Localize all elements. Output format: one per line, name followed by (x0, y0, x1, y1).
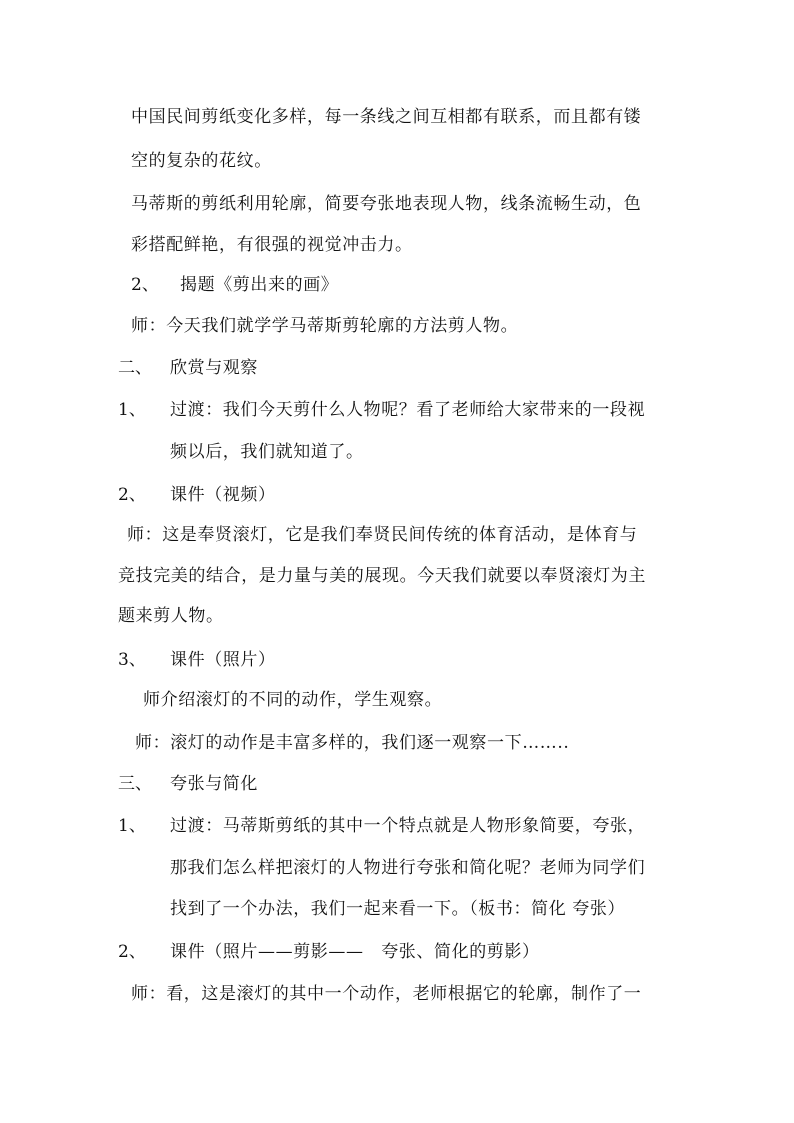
paragraph-line: 师：看，这是滚灯的其中一个动作，老师根据它的轮廓，制作了一 (131, 984, 642, 1004)
list-item-text: 揭题《剪出来的画》 (180, 275, 339, 295)
section-number: 二、 (118, 358, 152, 378)
paragraph-line: 师：滚灯的动作是丰富多样的，我们逐一观察一下…….. (135, 733, 570, 753)
paragraph-line: 彩搭配鲜艳，有很强的视觉冲击力。 (131, 235, 413, 255)
paragraph-line: 师介绍滚灯的不同的动作，学生观察。 (143, 690, 443, 710)
paragraph-line: 空的复杂的花纹。 (131, 151, 272, 171)
list-item-text: 课件（照片——剪影—— 夸张、简化的剪影） (170, 942, 540, 962)
list-item-text: 频以后，我们就知道了。 (170, 442, 364, 462)
list-item-text: 课件（视频） (170, 485, 276, 505)
section-number: 三、 (118, 774, 152, 794)
section-title: 夸张与简化 (170, 774, 258, 794)
paragraph-line: 题来剪人物。 (118, 606, 224, 626)
list-item-text: 课件（照片） (170, 650, 276, 670)
list-item-text: 那我们怎么样把滚灯的人物进行夸张和简化呢？老师为同学们 (170, 858, 646, 878)
paragraph-line: 马蒂斯的剪纸利用轮廓，简要夸张地表现人物，线条流畅生动，色 (131, 194, 642, 214)
list-number: 3、 (118, 650, 146, 670)
list-number: 1、 (118, 816, 146, 836)
list-item-text: 过渡：我们今天剪什么人物呢？看了老师给大家带来的一段视 (170, 400, 646, 420)
list-number: 1、 (118, 400, 146, 420)
list-item-text: 找到了一个办法，我们一起来看一下。（板书：简化 夸张） (170, 899, 626, 919)
list-number: 2、 (118, 942, 146, 962)
list-item-text: 过渡：马蒂斯剪纸的其中一个特点就是人物形象简要，夸张， (170, 816, 646, 836)
paragraph-line: 师：这是奉贤滚灯，它是我们奉贤民间传统的体育活动，是体育与 (127, 525, 638, 545)
list-number: 2、 (118, 485, 146, 505)
paragraph-line: 中国民间剪纸变化多样，每一条线之间互相都有联系，而且都有镂 (131, 107, 642, 127)
section-title: 欣赏与观察 (170, 358, 258, 378)
paragraph-line: 师：今天我们就学学马蒂斯剪轮廓的方法剪人物。 (131, 316, 519, 336)
list-number: 2、 (131, 275, 159, 295)
paragraph-line: 竞技完美的结合，是力量与美的展现。今天我们就要以奉贤滚灯为主 (118, 566, 646, 586)
